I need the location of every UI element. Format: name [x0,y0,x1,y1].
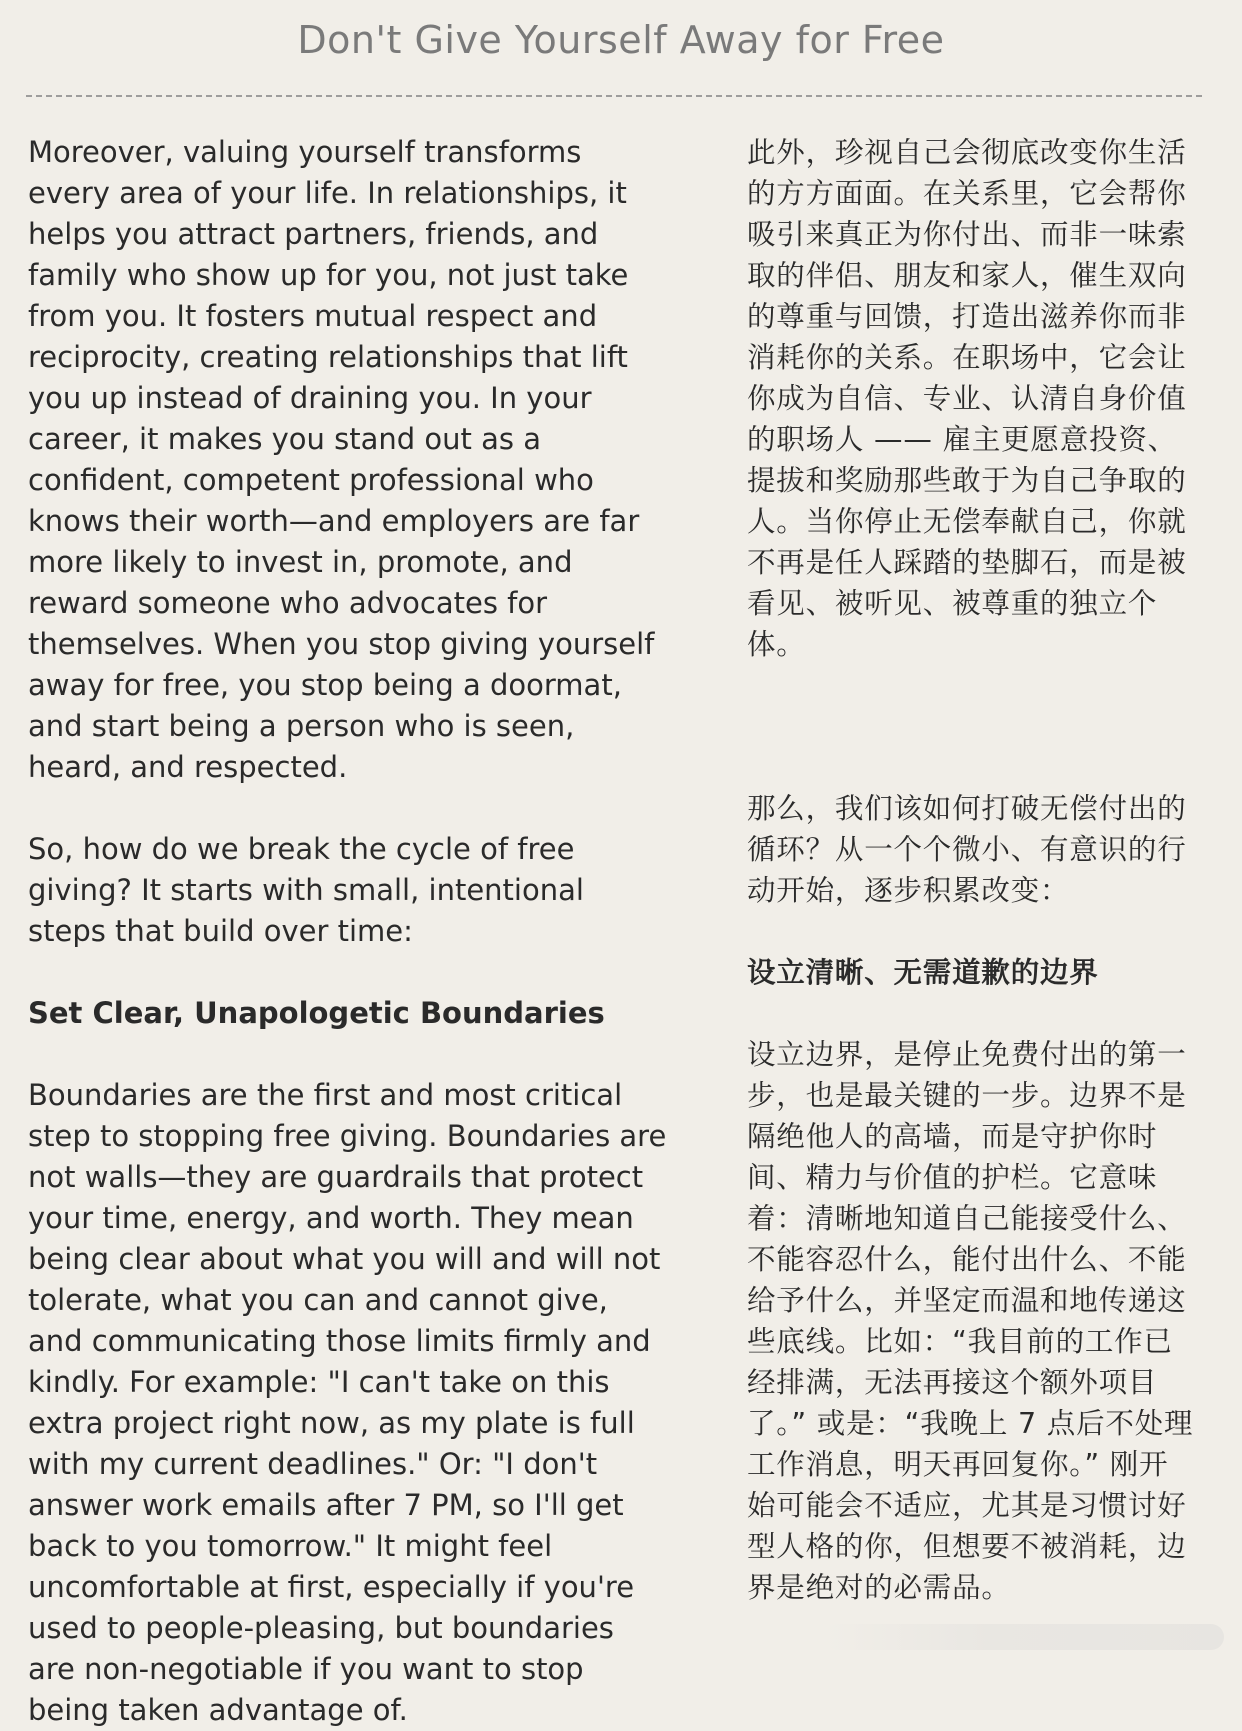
paragraph-gap [28,952,668,993]
chinese-paragraph-3: 设立边界，是停止免费付出的第一步，也是最关键的一步。边界不是隔绝他人的高墙，而是守护你时间、精力与价值的护栏。它意味着：清晰地知道自己能接受什么、不能容忍什么，能付出什么、不能给予什么，并坚定而温和地传递这些底线。比如：“我目前的工作已经排满，无法再接这个额外项目了。” 或是：“我晚上 7 点后不处理工作消息，明天再回复你。” 刚开始可能会不适应，尤其是习惯讨好型人格的你，但想要不被消耗，边界是绝对的必需品。 [747,1038,1194,1604]
chinese-section-heading: 设立清晰、无需道歉的边界 [747,956,1099,989]
english-paragraph-2: So, how do we break the cycle of free giving? It starts with small, intentional steps that build over time: [28,832,584,948]
page-indicator [824,1624,1224,1650]
paragraph-gap [28,788,668,829]
chinese-column [747,132,1197,1608]
paragraph-gap [28,1034,668,1075]
chinese-paragraph-2: 那么，我们该如何打破无偿付出的循环？从一个个微小、有意识的行动开始，逐步积累改变： [747,792,1187,907]
paragraph-gap [747,993,1197,1034]
english-paragraph-1: Moreover, valuing yourself transforms every area of your life. In relationships, it helps you attract partners, friends, and family who show up for you, not just take from you. It fosters mutual respect and reciprocity, creating relationships that lift you up instead of draining you. In your career, it makes you stand out as a confident, competent professional who knows their worth—and employers are far more likely to invest in, promote, and reward someone who advocates for themselves. When you stop giving yourself away for free, you stop being a doormat, and start being a person who is seen, heard, and respected. [28,135,655,784]
page-title: Don't Give Yourself Away for Free [297,18,945,62]
chinese-paragraph-1: 此外，珍视自己会彻底改变你生活的方方面面。在关系里，它会帮你吸引来真正为你付出、而非一味索取的伴侣、朋友和家人，催生双向的尊重与回馈，打造出滋养你而非消耗你的关系。在职场中，它会让你成为自信、专业、认清自身价值的职场人 —— 雇主更愿意投资、提拔和奖励那些敢于为自己争取的人。当你停止无偿奉献自己，你就不再是任人踩踏的垫脚石，而是被看见、被听见、被尊重的独立个体。 [747,136,1187,661]
dashed-divider [26,95,1202,97]
paragraph-gap [747,911,1197,952]
paragraph-gap [747,665,1197,788]
english-paragraph-3: Boundaries are the first and most critical step to stopping free giving. Boundaries are not walls—they are guardrails that protect your time, energy, and worth. They mean being clear about what you will and will not tolerate, what you can and cannot give, and communicating those limits firmly and kindly. For example: "I can't take on this extra project right now, as my plate is full with my current deadlines." Or: "I don't answer work emails after 7 PM, so I'll get back to you tomorrow." It might feel uncomfortable at first, especially if you're used to people-pleasing, but boundaries are non-negotiable if you want to stop being taken advantage of. [28,1078,667,1727]
english-column [28,132,668,1731]
english-section-heading: Set Clear, Unapologetic Boundaries [28,996,605,1030]
